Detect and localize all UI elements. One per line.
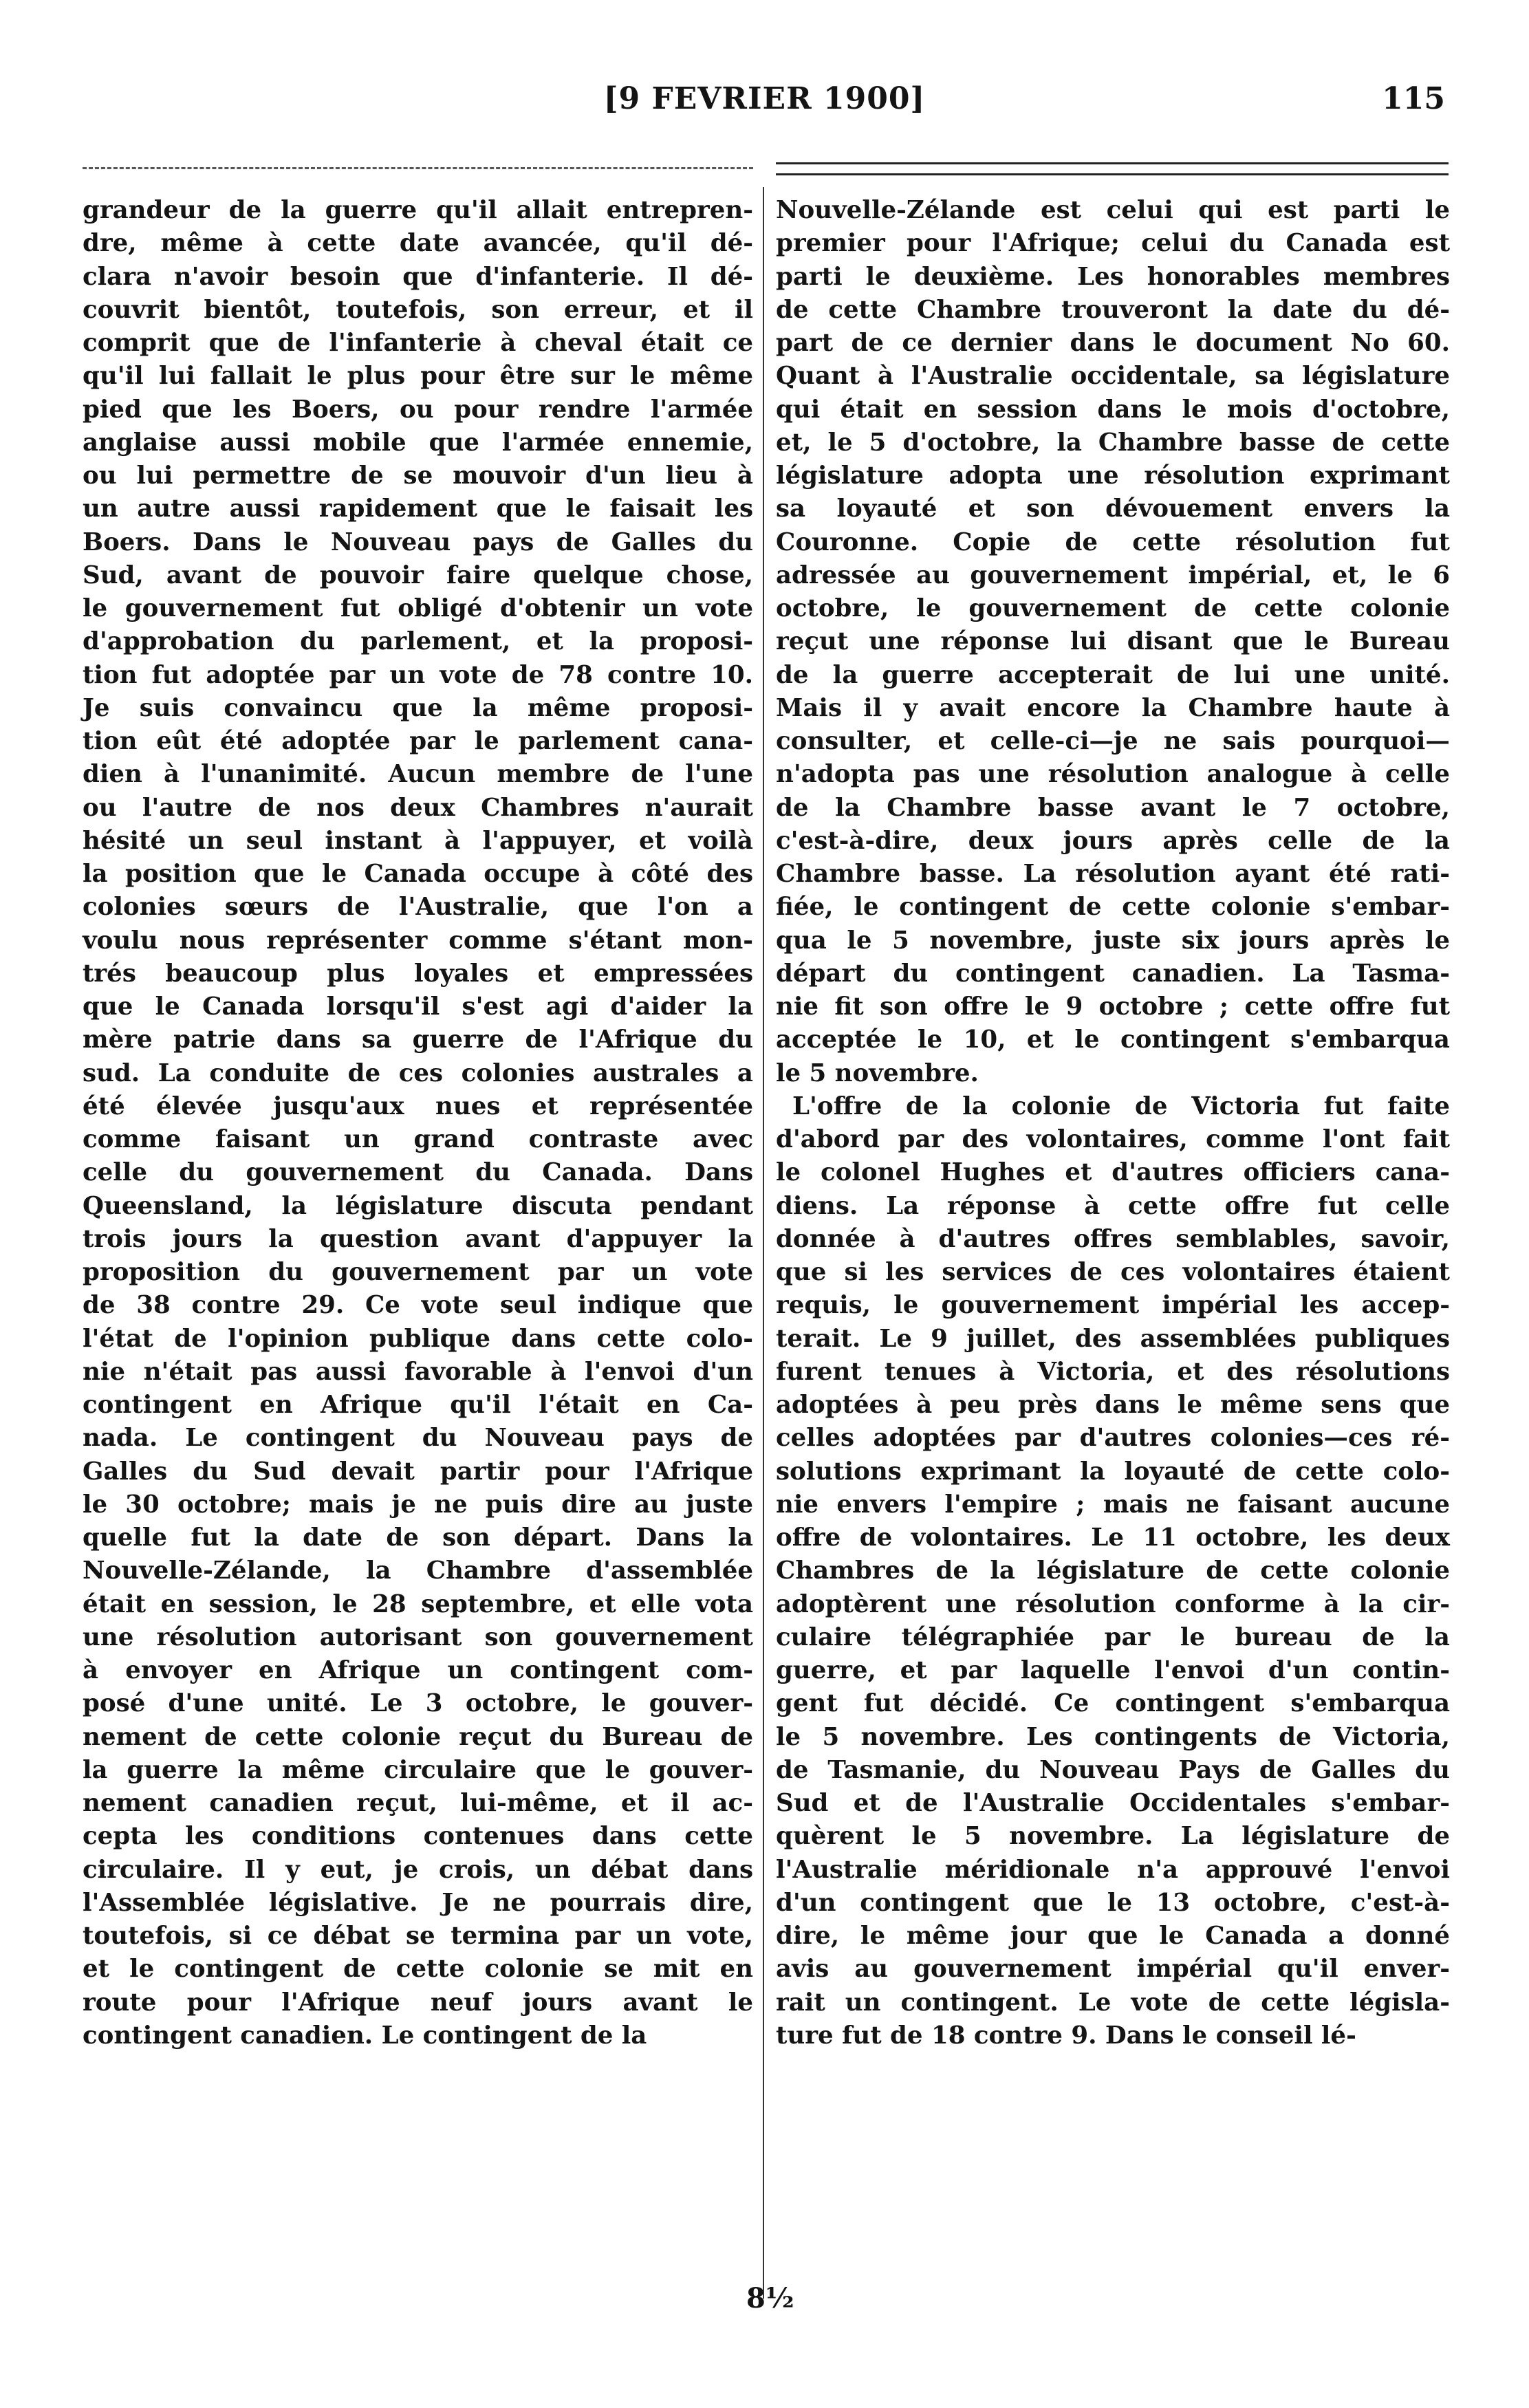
text-line: avis au gouvernement impérial qu'il enver- xyxy=(776,1955,1450,1984)
text-line: comme faisant un grand contraste avec xyxy=(83,1125,753,1153)
text-line: et le contingent de cette colonie se mit en xyxy=(83,1955,753,1984)
text-line: l'état de l'opinion publique dans cette colo- xyxy=(83,1324,753,1353)
text-line: départ du contingent canadien. La Tasma- xyxy=(776,959,1450,988)
text-line: offre de volontaires. Le 11 octobre, les deux xyxy=(776,1523,1450,1552)
header-rule-left xyxy=(83,167,753,169)
text-line: sa loyauté et son dévouement envers la xyxy=(776,495,1450,523)
text-line: tion eût été adoptée par le parlement cana- xyxy=(83,727,753,755)
text-line: comprit que de l'infanterie à cheval était ce xyxy=(83,329,753,357)
text-line: mère patrie dans sa guerre de l'Afrique du xyxy=(83,1026,753,1054)
text-line: circulaire. Il y eut, je crois, un débat dans xyxy=(83,1855,753,1884)
text-line: que si les services de ces volontaires étaient xyxy=(776,1258,1450,1286)
text-line: nie fit son offre le 9 octobre ; cette offre fut xyxy=(776,993,1450,1021)
text-line: terait. Le 9 juillet, des assemblées publiques xyxy=(776,1324,1450,1353)
text-line: parti le deuxième. Les honorables membres xyxy=(776,262,1450,291)
text-line: qui était en session dans le mois d'octobre, xyxy=(776,395,1450,424)
text-line: consulter, et celle-ci—je ne sais pourquoi— xyxy=(776,727,1450,755)
text-line: la position que le Canada occupe à côté des xyxy=(83,860,753,888)
text-line: reçut une réponse lui disant que le Bureau xyxy=(776,627,1450,656)
text-line: et, le 5 d'octobre, la Chambre basse de cette xyxy=(776,428,1450,457)
text-line: dien à l'unanimité. Aucun membre de l'une xyxy=(83,760,753,789)
text-line: dre, même à cette date avancée, qu'il dé- xyxy=(83,229,753,258)
text-line: route pour l'Afrique neuf jours avant le xyxy=(83,1988,753,2017)
text-line: fiée, le contingent de cette colonie s'embar- xyxy=(776,893,1450,922)
text-line: qua le 5 novembre, juste six jours après le xyxy=(776,926,1450,955)
text-line: de Tasmanie, du Nouveau Pays de Galles du xyxy=(776,1755,1450,1784)
text-line: requis, le gouvernement impérial les accep- xyxy=(776,1291,1450,1320)
text-line: hésité un seul instant à l'appuyer, et voilà xyxy=(83,826,753,855)
text-line: celles adoptées par d'autres colonies—ces ré- xyxy=(776,1424,1450,1453)
text-line: quelle fut la date de son départ. Dans la xyxy=(83,1523,753,1552)
text-line: Sud, avant de pouvoir faire quelque chose, xyxy=(83,561,753,589)
right-column xyxy=(776,194,1450,2052)
text-line: Chambre basse. La résolution ayant été rati- xyxy=(776,860,1450,888)
text-line: le gouvernement fut obligé d'obtenir un vote xyxy=(83,594,753,622)
header-rule-right-bottom xyxy=(776,173,1449,175)
text-line: un autre aussi rapidement que le faisait les xyxy=(83,495,753,523)
text-line: de 38 contre 29. Ce vote seul indique que xyxy=(83,1291,753,1320)
text-line: solutions exprimant la loyauté de cette colo- xyxy=(776,1457,1450,1486)
text-line: à envoyer en Afrique un contingent com- xyxy=(83,1656,753,1684)
text-line: nement canadien reçut, lui-même, et il ac- xyxy=(83,1789,753,1817)
text-line: proposition du gouvernement par un vote xyxy=(83,1258,753,1286)
text-line: d'approbation du parlement, et la proposi- xyxy=(83,627,753,656)
text-line: voulu nous représenter comme s'étant mon- xyxy=(83,926,753,955)
column-divider xyxy=(763,187,764,2299)
text-line: Nouvelle-Zélande, la Chambre d'assemblée xyxy=(83,1556,753,1585)
text-line: celle du gouvernement du Canada. Dans xyxy=(83,1158,753,1187)
text-line: Quant à l'Australie occidentale, sa législature xyxy=(776,362,1450,391)
text-line: rait un contingent. Le vote de cette législa- xyxy=(776,1988,1450,2017)
text-line: acceptée le 10, et le contingent s'embarqua xyxy=(776,1026,1450,1054)
text-line: gent fut décidé. Ce contingent s'embarqua xyxy=(776,1689,1450,1718)
text-line: guerre, et par laquelle l'envoi d'un contin- xyxy=(776,1656,1450,1684)
text-line: contingent canadien. Le contingent de la xyxy=(83,2021,647,2050)
text-line: adoptèrent une résolution conforme à la cir- xyxy=(776,1590,1450,1618)
text-line: Chambres de la législature de cette colonie xyxy=(776,1556,1450,1585)
text-line: pied que les Boers, ou pour rendre l'armée xyxy=(83,395,753,424)
text-line: clara n'avoir besoin que d'infanterie. Il dé- xyxy=(83,262,753,291)
page-number: 115 xyxy=(1382,81,1445,116)
text-line: culaire télégraphiée par le bureau de la xyxy=(776,1623,1450,1651)
text-line: n'adopta pas une résolution analogue à celle xyxy=(776,760,1450,789)
text-line: grandeur de la guerre qu'il allait entrepren- xyxy=(83,196,753,224)
text-line: Nouvelle-Zélande est celui qui est parti le xyxy=(776,196,1450,224)
header-rule-right-top xyxy=(776,162,1449,164)
text-line: de cette Chambre trouveront la date du dé- xyxy=(776,295,1450,324)
text-line: Sud et de l'Australie Occidentales s'embar- xyxy=(776,1789,1450,1817)
text-line: tion fut adoptée par un vote de 78 contre 10. xyxy=(83,660,753,689)
text-line: diens. La réponse à cette offre fut celle xyxy=(776,1191,1450,1220)
text-line: une résolution autorisant son gouvernement xyxy=(83,1623,753,1651)
text-line: colonies sœurs de l'Australie, que l'on a xyxy=(83,893,753,922)
text-line: Galles du Sud devait partir pour l'Afrique xyxy=(83,1457,753,1486)
text-line: trés beaucoup plus loyales et empressées xyxy=(83,959,753,988)
page-date-title: [9 FEVRIER 1900] xyxy=(603,81,926,116)
text-line: c'est-à-dire, deux jours après celle de la xyxy=(776,826,1450,855)
text-line: l'Assemblée législative. Je ne pourrais dire, xyxy=(83,1888,753,1917)
text-line: Je suis convaincu que la même proposi- xyxy=(83,693,753,722)
left-column xyxy=(83,194,753,2052)
text-line: Queensland, la législature discuta pendant xyxy=(83,1191,753,1220)
page-header xyxy=(0,81,1529,136)
text-line: octobre, le gouvernement de cette colonie xyxy=(776,594,1450,622)
text-line: dire, le même jour que le Canada a donné xyxy=(776,1922,1450,1950)
text-line: Boers. Dans le Nouveau pays de Galles du xyxy=(83,528,753,556)
text-line: d'abord par des volontaires, comme l'ont fait xyxy=(776,1125,1450,1153)
text-line: cepta les conditions contenues dans cette xyxy=(83,1822,753,1851)
text-line: donnée à d'autres offres semblables, savoir, xyxy=(776,1224,1450,1253)
text-line: adressée au gouvernement impérial, et, le 6 xyxy=(776,561,1450,589)
text-line: nement de cette colonie reçut du Bureau de xyxy=(83,1722,753,1751)
text-line: toutefois, si ce débat se termina par un vote, xyxy=(83,1922,753,1950)
text-line: premier pour l'Afrique; celui du Canada est xyxy=(776,229,1450,258)
text-line: été élevée jusqu'aux nues et représentée xyxy=(83,1092,753,1120)
text-line: L'offre de la colonie de Victoria fut faite xyxy=(792,1092,1450,1120)
text-line: de la Chambre basse avant le 7 octobre, xyxy=(776,793,1450,822)
text-line: part de ce dernier dans le document No 60. xyxy=(776,329,1450,357)
text-line: le 5 novembre. xyxy=(776,1059,979,1087)
text-line: le 5 novembre. Les contingents de Victoria, xyxy=(776,1722,1450,1751)
text-line: anglaise aussi mobile que l'armée ennemie, xyxy=(83,428,753,457)
text-line: Mais il y avait encore la Chambre haute à xyxy=(776,693,1450,722)
text-line: quèrent le 5 novembre. La législature de xyxy=(776,1822,1450,1851)
text-line: nie n'était pas aussi favorable à l'envoi d'un xyxy=(83,1357,753,1386)
text-line: contingent en Afrique qu'il l'était en Ca- xyxy=(83,1391,753,1419)
text-line: ou lui permettre de se mouvoir d'un lieu à xyxy=(83,462,753,490)
text-line: d'un contingent que le 13 octobre, c'est-à- xyxy=(776,1888,1450,1917)
text-line: couvrit bientôt, toutefois, son erreur, et il xyxy=(83,295,753,324)
text-line: qu'il lui fallait le plus pour être sur le même xyxy=(83,362,753,391)
text-line: que le Canada lorsqu'il s'est agi d'aider la xyxy=(83,993,753,1021)
text-line: législature adopta une résolution exprimant xyxy=(776,462,1450,490)
text-line: ou l'autre de nos deux Chambres n'aurait xyxy=(83,793,753,822)
text-line: le colonel Hughes et d'autres officiers cana- xyxy=(776,1158,1450,1187)
text-line: de la guerre accepterait de lui une unité. xyxy=(776,660,1450,689)
text-line: l'Australie méridionale n'a approuvé l'envoi xyxy=(776,1855,1450,1884)
text-line: ture fut de 18 contre 9. Dans le conseil lé- xyxy=(776,2021,1356,2050)
text-line: adoptées à peu près dans le même sens que xyxy=(776,1391,1450,1419)
text-line: le 30 octobre; mais je ne puis dire au juste xyxy=(83,1490,753,1519)
text-line: posé d'une unité. Le 3 octobre, le gouver- xyxy=(83,1689,753,1718)
text-line: était en session, le 28 septembre, et elle vota xyxy=(83,1590,753,1618)
signature-mark: 8½ xyxy=(746,2282,794,2314)
text-line: furent tenues à Victoria, et des résolutions xyxy=(776,1357,1450,1386)
text-line: nie envers l'empire ; mais ne faisant aucune xyxy=(776,1490,1450,1519)
text-line: la guerre la même circulaire que le gouver- xyxy=(83,1755,753,1784)
text-line: Couronne. Copie de cette résolution fut xyxy=(776,528,1450,556)
text-line: nada. Le contingent du Nouveau pays de xyxy=(83,1424,753,1453)
text-line: sud. La conduite de ces colonies australes a xyxy=(83,1059,753,1087)
text-line: trois jours la question avant d'appuyer la xyxy=(83,1224,753,1253)
